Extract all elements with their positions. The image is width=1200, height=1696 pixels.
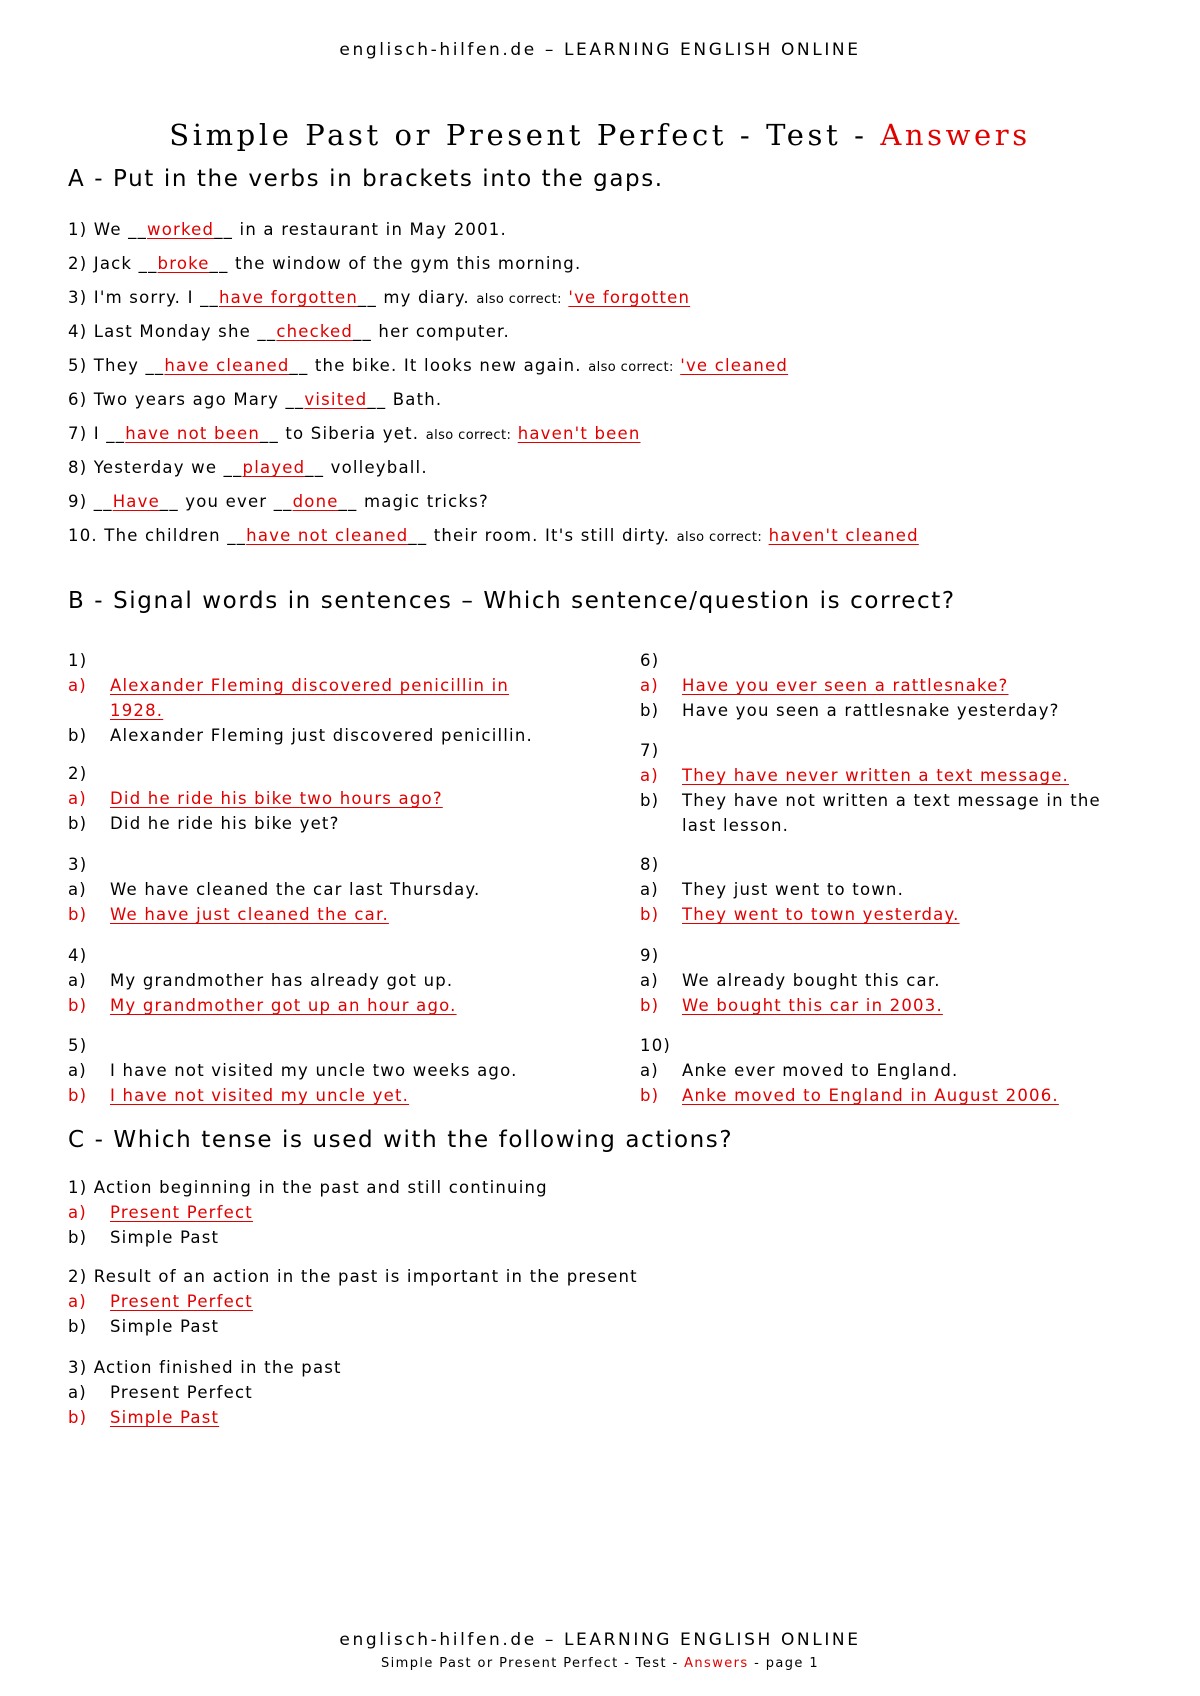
option-b	[640, 902, 1140, 927]
correct-option-text: They went to town yesterday.	[682, 905, 960, 924]
footer-page: - page 1	[748, 1656, 820, 1671]
correct-option-text: They have never written a text message.	[682, 766, 1069, 785]
option-text: Have you seen a rattlesnake yesterday?	[682, 701, 1060, 720]
option-label: a)	[68, 789, 87, 808]
option-label: b)	[68, 996, 88, 1015]
option-label: a)	[640, 766, 659, 785]
option-label: a)	[68, 880, 87, 899]
answer-verb: visited	[304, 390, 368, 409]
gap-sentence	[68, 288, 690, 307]
gap-sentence	[68, 254, 581, 273]
option-a	[68, 968, 558, 993]
answer-verb: checked	[276, 322, 354, 341]
question-block	[640, 738, 1140, 838]
sentence-rest: __ the bike. It looks new again.	[289, 356, 582, 375]
option-label: b)	[640, 996, 660, 1015]
option-text: Alexander Fleming just discovered penicillin.	[110, 726, 533, 745]
gap-sentence	[68, 492, 489, 511]
also-correct-note: also correct:	[425, 428, 512, 443]
option-label: b)	[640, 791, 660, 810]
option-label: a)	[640, 971, 659, 990]
alternative-answer: haven't been	[517, 424, 641, 443]
sentence-start: 1) We __	[68, 220, 148, 239]
question-number: 2)	[68, 764, 88, 783]
option-a	[640, 877, 1140, 902]
question-block	[640, 648, 1140, 723]
question-number: 1) Action beginning in the past and still continuing	[68, 1178, 548, 1197]
answer-verb: Have	[112, 492, 160, 511]
also-correct-note: also correct:	[676, 530, 763, 545]
alternative-answer: haven't cleaned	[768, 526, 919, 545]
footer-title: Simple Past or Present Perfect - Test -	[380, 1656, 685, 1671]
alternative-answer: 've cleaned	[680, 356, 789, 375]
option-a	[640, 1058, 1140, 1083]
option-text: Did he ride his bike yet?	[110, 814, 340, 833]
option-text: Present Perfect	[110, 1383, 253, 1402]
sentence-rest: __ magic tricks?	[338, 492, 489, 511]
question-number: 4)	[68, 946, 88, 965]
option-label: a)	[68, 676, 87, 695]
sentence-rest: __ you ever __	[159, 492, 293, 511]
question-number: 6)	[640, 651, 660, 670]
question-block	[640, 943, 1140, 1018]
option-text: We have cleaned the car last Thursday.	[110, 880, 481, 899]
question-block	[68, 943, 558, 1018]
correct-option-text: We bought this car in 2003.	[682, 996, 943, 1015]
question-block	[68, 1033, 558, 1108]
correct-option-text: My grandmother got up an hour ago.	[110, 996, 457, 1015]
option-label: b)	[68, 726, 88, 745]
option-text: They have not written a text message in the last lesson.	[682, 791, 1101, 835]
correct-option-text: Alexander Fleming discovered penicillin in 1928.	[110, 676, 510, 720]
option-b	[68, 1314, 968, 1339]
also-correct-note: also correct:	[476, 292, 562, 307]
option-b	[68, 723, 558, 748]
page-header: englisch-hilfen.de – LEARNING ENGLISH ONLINE	[339, 40, 861, 60]
sentence-start: 4) Last Monday she __	[68, 322, 277, 341]
answer-verb: broke	[157, 254, 210, 273]
sentence-rest: __ volleyball.	[305, 458, 428, 477]
question-number: 2) Result of an action in the past is important in the present	[68, 1267, 638, 1286]
option-label: b)	[640, 905, 660, 924]
footer-accent: Answers	[684, 1656, 749, 1671]
question-number: 3) Action finished in the past	[68, 1358, 342, 1377]
gap-sentence	[68, 220, 507, 239]
option-text: Simple Past	[110, 1317, 220, 1336]
option-b	[640, 788, 1140, 838]
option-b	[68, 902, 558, 927]
footer-page-info	[0, 1656, 1200, 1671]
option-label: a)	[68, 1203, 87, 1222]
sentence-rest: __ in a restaurant in May 2001.	[214, 220, 507, 239]
question-number: 3)	[68, 855, 88, 874]
correct-option-text: We have just cleaned the car.	[110, 905, 389, 924]
option-label: a)	[640, 1061, 659, 1080]
sentence-start: 5) They __	[68, 356, 165, 375]
sentence-rest: __ my diary.	[358, 288, 470, 307]
correct-option-text: Present Perfect	[110, 1292, 253, 1311]
option-label: b)	[68, 1408, 88, 1427]
option-label: b)	[68, 905, 88, 924]
section-a-heading: A - Put in the verbs in brackets into the gaps.	[68, 166, 664, 192]
sentence-rest: __ their room. It's still dirty.	[408, 526, 671, 545]
footer-site: englisch-hilfen.de – LEARNING ENGLISH ONLINE	[339, 1630, 861, 1650]
option-label: b)	[68, 1086, 88, 1105]
question-block	[640, 1033, 1140, 1108]
option-a	[68, 1058, 558, 1083]
option-label: a)	[68, 1383, 87, 1402]
correct-option-text: Anke moved to England in August 2006.	[682, 1086, 1059, 1105]
option-b	[68, 1405, 968, 1430]
sentence-start: 7) I __	[68, 424, 126, 443]
question-block	[68, 648, 558, 748]
question-number: 7)	[640, 741, 660, 760]
sentence-start: 9) __	[68, 492, 113, 511]
answer-verb: have not been	[125, 424, 261, 443]
gap-sentence	[68, 356, 788, 375]
correct-option-text: Present Perfect	[110, 1203, 253, 1222]
option-label: b)	[640, 1086, 660, 1105]
question-block	[68, 1264, 968, 1339]
correct-option-text: Simple Past	[110, 1408, 220, 1427]
option-b	[640, 993, 1140, 1018]
option-b	[68, 1083, 558, 1108]
option-text: Simple Past	[110, 1228, 220, 1247]
sentence-start: 8) Yesterday we __	[68, 458, 243, 477]
question-block	[68, 761, 558, 836]
question-number: 1)	[68, 651, 88, 670]
option-b	[68, 993, 558, 1018]
option-text: I have not visited my uncle two weeks ago.	[110, 1061, 518, 1080]
sentence-rest: __ the window of the gym this morning.	[209, 254, 582, 273]
option-a	[640, 673, 1140, 698]
question-number: 10)	[640, 1036, 672, 1055]
also-correct-note: also correct:	[588, 360, 674, 375]
option-a	[68, 1289, 968, 1314]
option-a	[68, 673, 558, 723]
sentence-rest: __ her computer.	[353, 322, 510, 341]
answer-verb: have not cleaned	[246, 526, 409, 545]
option-label: b)	[68, 1228, 88, 1247]
section-c-heading: C - Which tense is used with the following actions?	[68, 1127, 734, 1153]
option-label: a)	[640, 676, 659, 695]
sentence-start: 3) I'm sorry. I __	[68, 288, 219, 307]
option-text: They just went to town.	[682, 880, 905, 899]
question-block	[640, 852, 1140, 927]
option-a	[68, 1200, 968, 1225]
answer-verb: done	[292, 492, 339, 511]
option-label: a)	[68, 1061, 87, 1080]
option-a	[68, 1380, 968, 1405]
gap-sentence	[68, 322, 510, 341]
option-label: b)	[640, 701, 660, 720]
question-block	[68, 852, 558, 927]
option-b	[68, 811, 558, 836]
sentence-rest: __ Bath.	[367, 390, 443, 409]
option-b	[68, 1225, 968, 1250]
option-text: Anke ever moved to England.	[682, 1061, 959, 1080]
answer-verb: have cleaned	[164, 356, 290, 375]
option-label: a)	[640, 880, 659, 899]
option-a	[68, 786, 558, 811]
question-block	[68, 1175, 968, 1250]
sentence-start: 2) Jack __	[68, 254, 158, 273]
gap-sentence	[68, 458, 428, 477]
page-title	[0, 118, 1200, 152]
option-label: a)	[68, 1292, 87, 1311]
question-number: 8)	[640, 855, 660, 874]
option-label: b)	[68, 814, 88, 833]
answer-verb: played	[242, 458, 306, 477]
alternative-answer: 've forgotten	[568, 288, 691, 307]
option-text: We already bought this car.	[682, 971, 941, 990]
correct-option-text: I have not visited my uncle yet.	[110, 1086, 410, 1105]
answer-verb: worked	[147, 220, 215, 239]
option-a	[640, 968, 1140, 993]
option-label: b)	[68, 1317, 88, 1336]
option-a	[640, 763, 1140, 788]
sentence-rest: __ to Siberia yet.	[260, 424, 420, 443]
question-block	[68, 1355, 968, 1430]
title-main: Simple Past or Present Perfect - Test -	[169, 118, 881, 152]
answer-verb: have forgotten	[218, 288, 359, 307]
sentence-start: 6) Two years ago Mary __	[68, 390, 305, 409]
question-number: 5)	[68, 1036, 88, 1055]
option-b	[640, 1083, 1140, 1108]
option-text: My grandmother has already got up.	[110, 971, 454, 990]
option-a	[68, 877, 558, 902]
option-label: a)	[68, 971, 87, 990]
correct-option-text: Have you ever seen a rattlesnake?	[682, 676, 1009, 695]
correct-option-text: Did he ride his bike two hours ago?	[110, 789, 443, 808]
gap-sentence	[68, 424, 641, 443]
title-accent: Answers	[880, 118, 1031, 152]
question-number: 9)	[640, 946, 660, 965]
sentence-start: 10. The children __	[68, 526, 247, 545]
gap-sentence	[68, 526, 919, 545]
gap-sentence	[68, 390, 442, 409]
option-b	[640, 698, 1140, 723]
section-b-heading: B - Signal words in sentences – Which sentence/question is correct?	[68, 588, 956, 614]
